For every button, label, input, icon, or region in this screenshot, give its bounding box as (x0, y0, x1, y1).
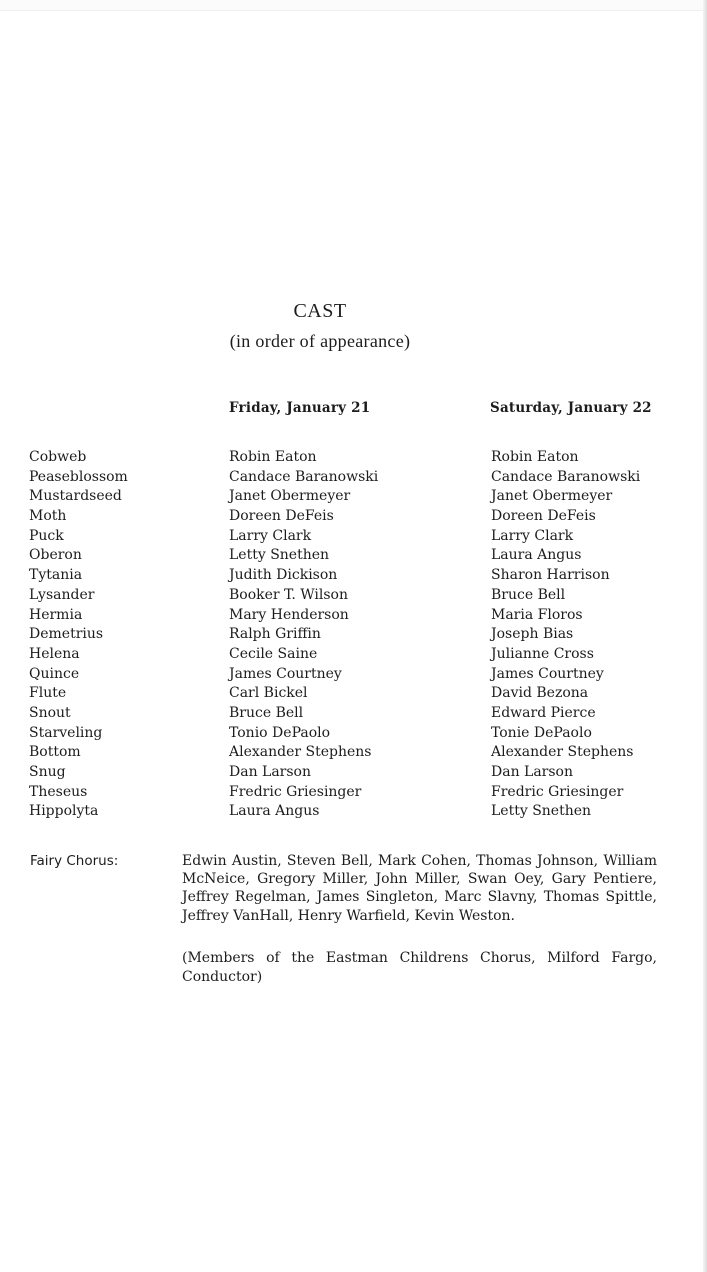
role-name: Theseus (29, 783, 88, 800)
friday-actor: James Courtney (229, 665, 342, 682)
friday-actor: Janet Obermeyer (229, 488, 351, 505)
saturday-actor: Bruce Bell (491, 586, 566, 603)
saturday-actor: Fredric Griesinger (491, 783, 624, 800)
cast-row (0, 724, 707, 744)
friday-actor: Dan Larson (229, 764, 312, 780)
saturday-actor: Letty Snethen (491, 803, 592, 820)
friday-actor: Doreen DeFeis (229, 508, 334, 525)
friday-actor: Laura Angus (229, 803, 320, 820)
saturday-actor: Julianne Cross (491, 645, 594, 662)
saturday-actor: Robin Eaton (491, 449, 579, 465)
saturday-actor: Janet Obermeyer (491, 488, 613, 505)
role-name: Quince (29, 665, 80, 682)
friday-actor: Judith Dickison (229, 567, 338, 584)
saturday-actor: James Courtney (491, 665, 604, 682)
role-name: Lysander (29, 586, 95, 603)
saturday-actor: Joseph Bias (491, 626, 574, 643)
cast-row (0, 448, 707, 468)
cast-row (0, 704, 707, 724)
role-name: Hippolyta (29, 803, 99, 820)
cast-row (0, 625, 707, 645)
saturday-actor: Dan Larson (491, 764, 574, 780)
fairy-chorus-members: Edwin Austin, Steven Bell, Mark Cohen, Thomas Johnson, William McNeice, Gregory Miller, John Miller, Swan Oey, Gary Pentiere, Jeffrey Regelman, James Singleton, Marc Slavny, Thomas Spittle, Jeffrey VanHall, Henry Warfield, Kevin Weston. (182, 853, 657, 924)
role-name: Snout (29, 704, 71, 721)
page-top-edge (0, 0, 707, 11)
saturday-actor: Doreen DeFeis (491, 508, 596, 525)
cast-row (0, 586, 707, 606)
friday-actor: Cecile Saine (229, 645, 318, 662)
friday-actor: Ralph Griffin (229, 626, 321, 643)
saturday-actor: Candace Baranowski (491, 468, 641, 485)
saturday-actor: Tonie DePaolo (491, 724, 592, 741)
cast-row (0, 606, 707, 626)
saturday-actor: Alexander Stephens (491, 744, 634, 761)
saturday-column-header: Saturday, January 22 (490, 400, 652, 416)
saturday-actor: Edward Pierce (491, 704, 596, 721)
role-name: Cobweb (29, 449, 87, 465)
role-name: Starveling (29, 724, 103, 741)
friday-actor: Letty Snethen (229, 547, 330, 564)
role-name: Peaseblossom (29, 468, 128, 485)
cast-row (0, 487, 707, 507)
role-name: Snug (29, 764, 66, 780)
friday-actor: Robin Eaton (229, 449, 317, 465)
friday-actor: Carl Bickel (229, 685, 308, 702)
cast-row (0, 468, 707, 488)
role-name: Hermia (29, 606, 83, 623)
role-name: Mustardseed (29, 488, 122, 505)
saturday-actor: Laura Angus (491, 547, 582, 564)
saturday-actor: Sharon Harrison (491, 567, 610, 584)
fairy-chorus-note: (Members of the Eastman Childrens Chorus, Milford Fargo, Conductor) (182, 950, 657, 985)
cast-row (0, 566, 707, 586)
role-name: Tytania (29, 567, 83, 584)
role-name: Flute (29, 685, 67, 702)
role-name: Demetrius (29, 626, 104, 643)
cast-row (0, 546, 707, 566)
role-name: Puck (29, 527, 64, 544)
role-name: Bottom (29, 744, 81, 761)
saturday-actor: David Bezona (491, 685, 589, 702)
friday-actor: Booker T. Wilson (229, 586, 348, 603)
cast-row (0, 802, 707, 822)
title-block (0, 296, 640, 356)
role-name: Oberon (29, 547, 82, 564)
page-title: CAST (293, 300, 347, 322)
cast-row (0, 507, 707, 527)
friday-actor: Alexander Stephens (229, 744, 372, 761)
cast-row (0, 645, 707, 665)
saturday-actor: Larry Clark (491, 527, 574, 544)
cast-row (0, 684, 707, 704)
fairy-chorus-label: Fairy Chorus: (30, 853, 119, 869)
page-subtitle: (in order of appearance) (229, 331, 411, 351)
saturday-actor: Maria Floros (491, 606, 583, 623)
friday-column-header: Friday, January 21 (229, 400, 371, 416)
cast-row (0, 743, 707, 763)
friday-actor: Fredric Griesinger (229, 783, 362, 800)
friday-actor: Tonio DePaolo (229, 724, 331, 741)
role-name: Helena (29, 645, 80, 662)
cast-row (0, 783, 707, 803)
cast-row (0, 527, 707, 547)
cast-row (0, 665, 707, 685)
friday-actor: Mary Henderson (229, 606, 349, 623)
cast-table (0, 448, 707, 822)
friday-actor: Larry Clark (229, 527, 312, 544)
cast-row (0, 763, 707, 783)
friday-actor: Candace Baranowski (229, 468, 379, 485)
role-name: Moth (29, 508, 67, 525)
friday-actor: Bruce Bell (229, 704, 304, 721)
